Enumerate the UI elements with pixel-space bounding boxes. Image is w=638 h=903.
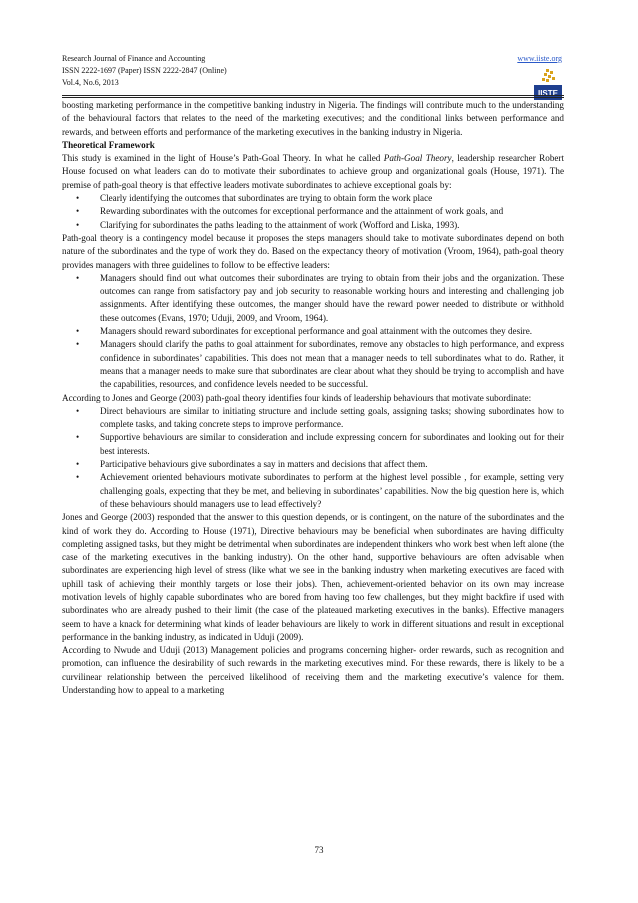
list-item: • Direct behaviours are similar to initiating structure and include setting goals, assigning tasks; showing subordinates how to complete tasks, and taking concrete steps to improve performance.: [70, 405, 564, 432]
page-number: 73: [314, 845, 324, 855]
list-item: • Managers should reward subordinates for exceptional performance and goal attainment with the outcomes they desire.: [70, 325, 564, 338]
paragraph: According to Jones and George (2003) path-goal theory identifies four kinds of leadership behaviours that motivate subordinate:: [62, 392, 532, 403]
article-body: [62, 99, 564, 697]
svg-text:IISTE: IISTE: [537, 89, 559, 98]
journal-title: Research Journal of Finance and Accounting: [62, 54, 206, 63]
bullet-list: [62, 405, 564, 511]
list-item: • Managers should clarify the paths to goal attainment for subordinates, remove any obstacles to high performance, and express confidence in subordinates’ capabilities. This does not mean that a manager needs to tell subordinates what to do. Rather, it means that a manager needs to make sure that subordinates are clear about what they should be trying to accomplish and have the capabilities, resources, and confidence levels needed to be successful.: [70, 338, 564, 391]
volume-line: Vol.4, No.6, 2013: [62, 78, 119, 87]
list-item: • Achievement oriented behaviours motivate subordinates to perform at the highest level possible , for example, setting very challenging goals, expecting that they be met, and believing in subordinates’ capabilities. Now the big question here is, which of these behaviours should managers use to lead effectively?: [70, 471, 564, 511]
section-heading: Theoretical Framework: [62, 139, 155, 150]
issn-line: ISSN 2222-1697 (Paper) ISSN 2222-2847 (Online): [62, 66, 227, 75]
text-run: , leadership researcher Robert House focused on what leaders can do to motivate their subordinates to achieve group and organizational goals (House, 1971). The premise of path-goal theory is that effective leaders motivate subordinates to achieve exceptional goals by:: [62, 153, 565, 190]
bullet-list: [62, 272, 564, 392]
list-item: • Clearly identifying the outcomes that subordinates are trying to obtain form the work place: [70, 192, 564, 205]
page-header: [62, 53, 562, 89]
paragraph: Jones and George (2003) responded that the answer to this question depends, or is contingent, on the nature of the subordinates and the kind of work they do. According to House (1971), Directive behaviours may be beneficial when subordinates are having difficulty completing assigned tasks, but they might be detrimental when subordinates are independent thinkers who work best when left alone (the case of the marketing executives in the banking industry). On the other hand, supportive behaviours are often advisable when subordinates are experiencing high level of stress (like what we see in the banking industry when marketing executives are faced with uphill task of achieving their monthly targets or lose their jobs). Then, achievement-oriented behavior on its own may increase motivation levels of highly capable subordinates who are bored from having too few challenges, but they might backfire if used with subordinates who are already pushed to their limit (the case of the plateaued marketing executives in the banks). Effective managers seem to have a knack for determining what kinds of leader behaviours are likely to work in different situations and result in exceptional performance in the banking industry, as indicated in Uduji (2009).: [62, 512, 564, 642]
list-item: • Supportive behaviours are similar to consideration and include expressing concern for subordinates and looking out for their best interests.: [70, 431, 564, 458]
text-run: This study is examined in the light of House’s Path-Goal Theory. In what he called: [62, 153, 384, 164]
header-rule-double: [62, 97, 564, 98]
paragraph: Path-goal theory is a contingency model because it proposes the steps managers should take to motivate subordinates depend on both nature of the subordinates and the type of work they do. Based on the expectancy theory of motivation (Vroom, 1964), path-goal theory provides managers with three guidelines to follow to be effective leaders:: [62, 232, 564, 270]
list-item: • Participative behaviours give subordinates a say in matters and decisions that affect them.: [70, 458, 564, 471]
paragraph: [62, 152, 564, 192]
journal-url-link[interactable]: www.iiste.org: [517, 54, 562, 63]
list-item: • Rewarding subordinates with the outcomes for exceptional performance and the attainment of work goals, and: [70, 205, 564, 218]
list-item: • Clarifying for subordinates the paths leading to the attainment of work (Wofford and Liska, 1993).: [70, 219, 564, 232]
emphasis-term: Path-Goal Theory: [383, 153, 452, 164]
list-item: • Managers should find out what outcomes their subordinates are trying to obtain from their jobs and the organization. These outcomes can range from satisfactory pay and job security to reasonable working hours and interesting and challenging job assignments. After identifying these outcomes, the manger should have the reward power needed to distribute or withhold these outcomes (Evans, 1970; Uduji, 2009, and Vroom, 1964).: [70, 272, 564, 325]
header-rule: [62, 95, 564, 96]
paragraph: According to Nwude and Uduji (2013) Management policies and programs concerning higher- order rewards, such as recognition and promotion, can influence the desirability of such rewards in the marketing executives mind. For these rewards, there is likely to be a curvilinear relationship between the perceived likelihood of receiving them and the marketing executive’s valence for them. Understanding how to appeal to a marketing: [62, 645, 564, 696]
bullet-list: [62, 192, 564, 232]
paragraph: boosting marketing performance in the competitive banking industry in Nigeria. The findings will contribute much to the understanding of the behavioural factors that relates to the need of the marketing executives; and the conditional links between performance and rewards, and between efforts and performance of the marketing executives in the banking industry in Nigeria.: [62, 100, 564, 137]
